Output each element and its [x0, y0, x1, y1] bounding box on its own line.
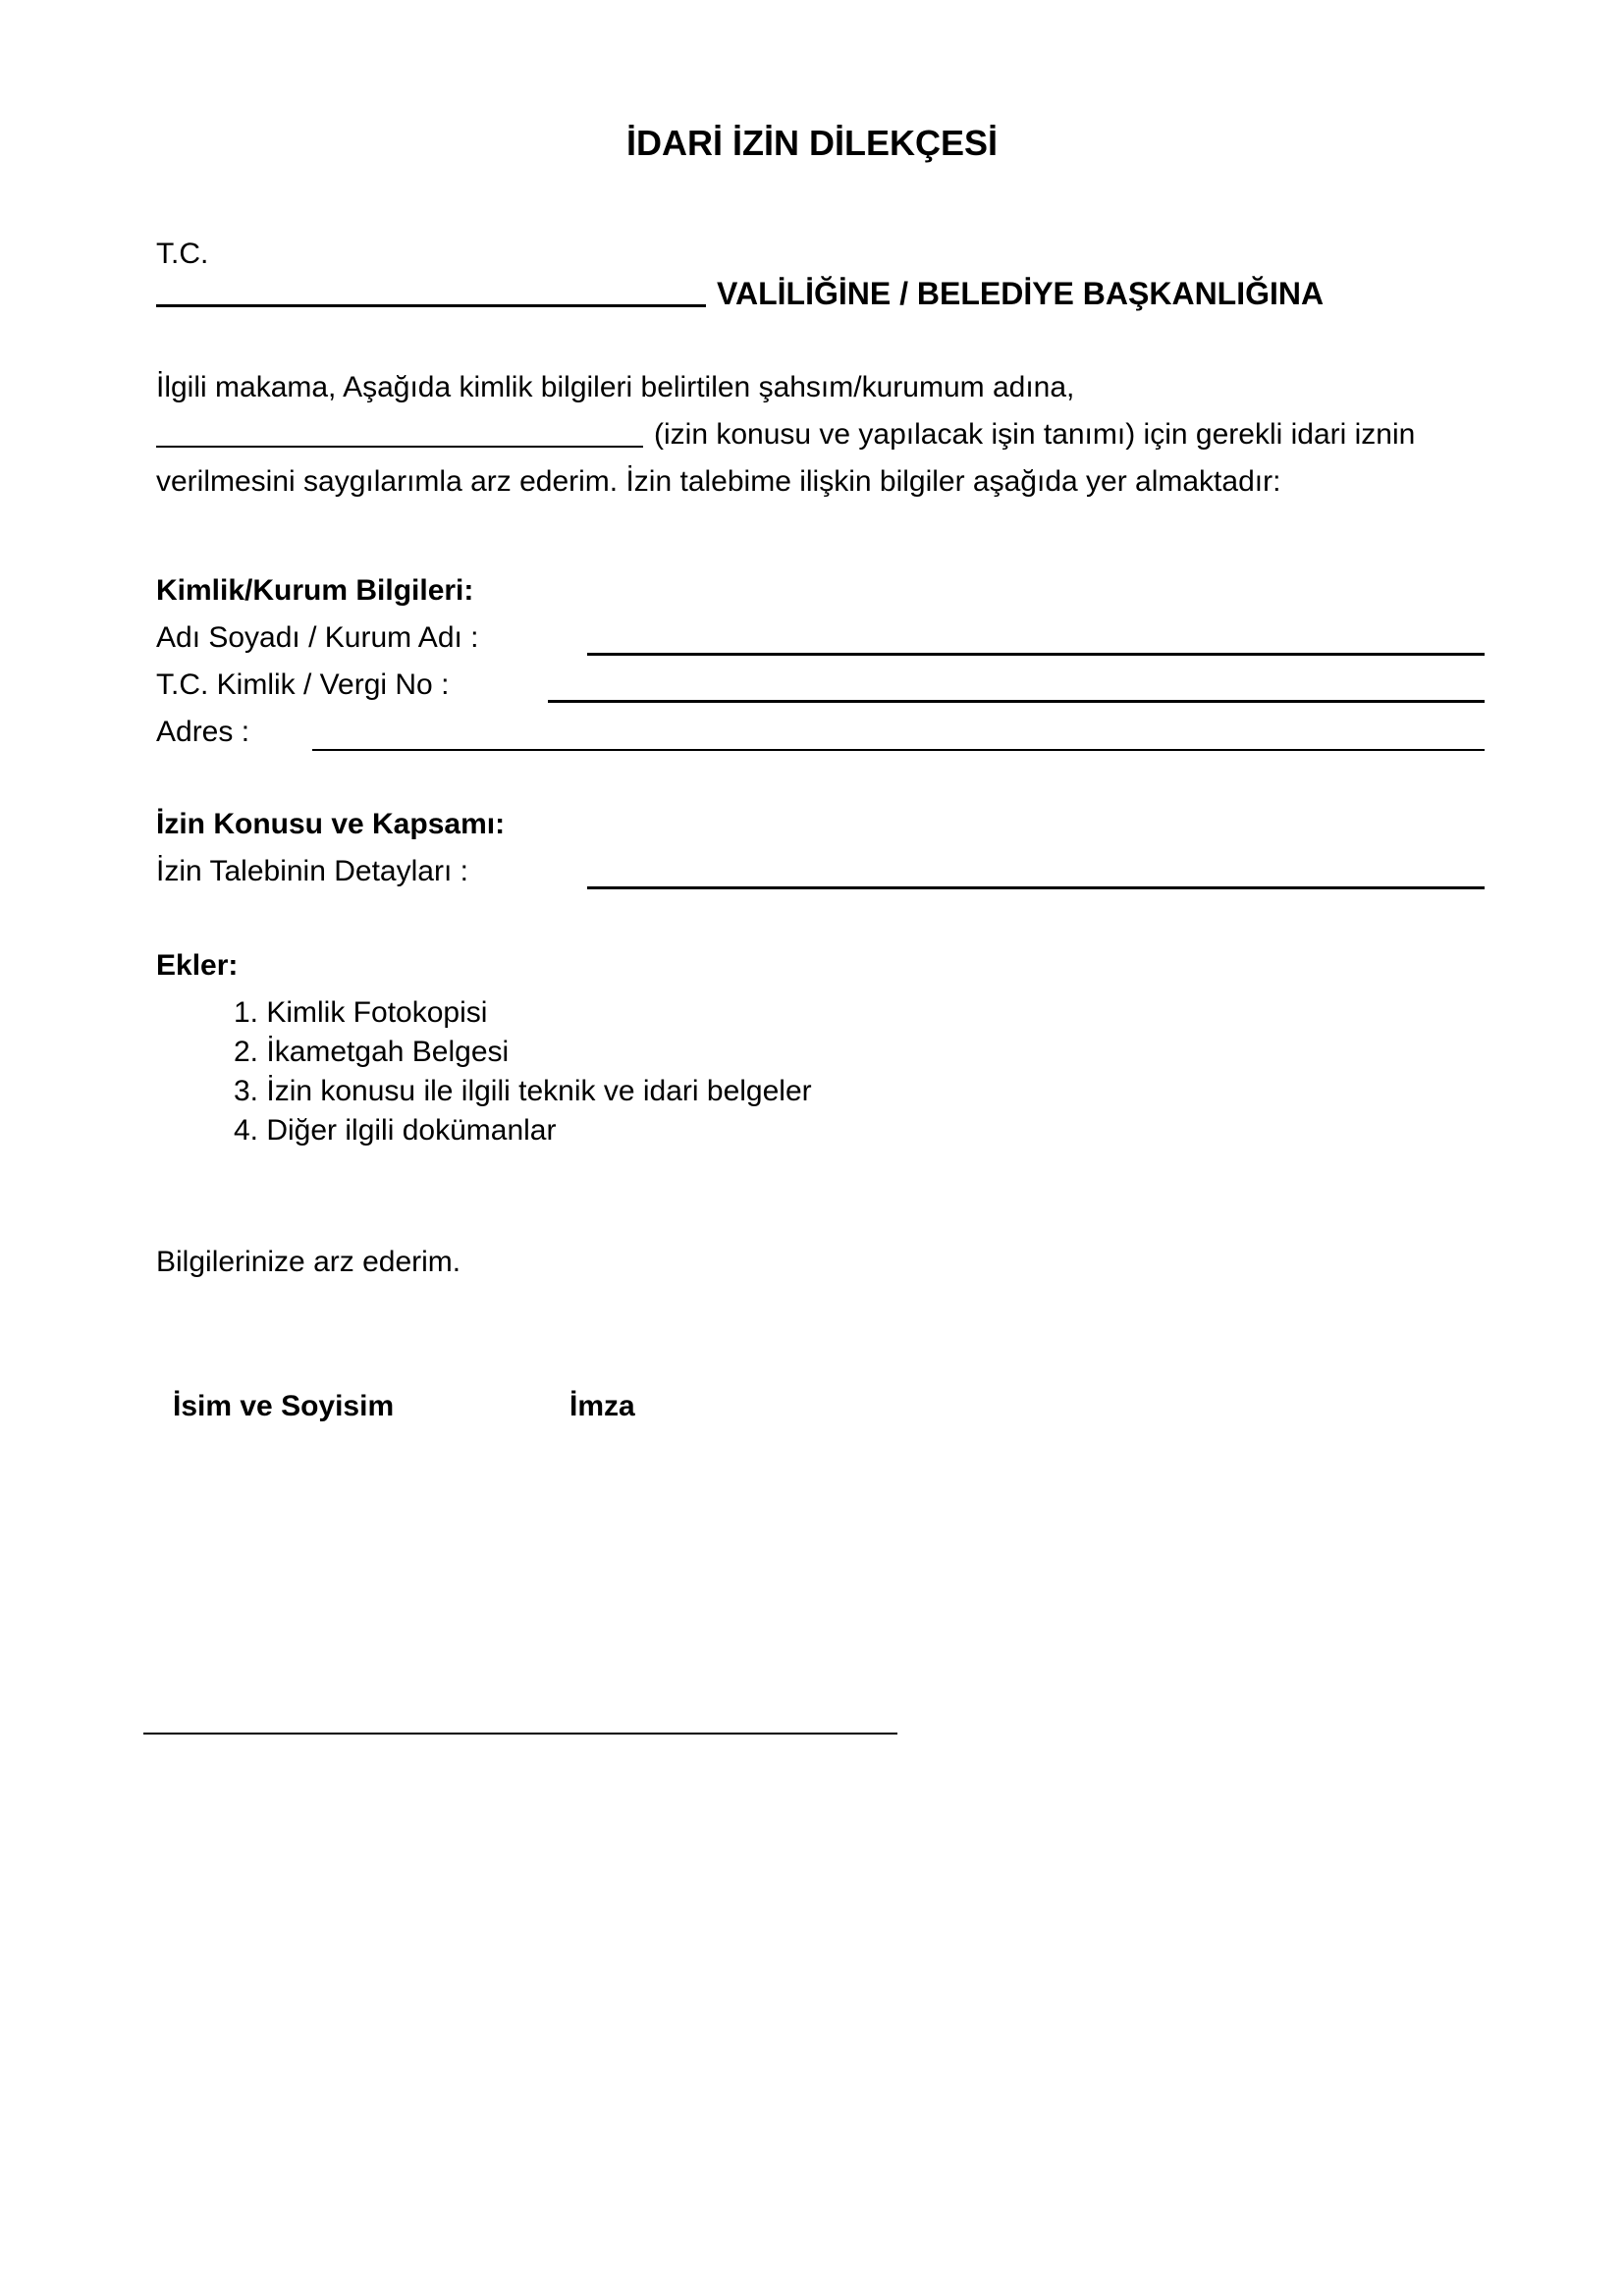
- intro-line-2: (izin konusu ve yapılacak işin tanımı) için gerekli idari iznin: [654, 418, 1416, 451]
- identity-heading: Kimlik/Kurum Bilgileri:: [156, 574, 474, 607]
- permit-details-field-line[interactable]: [587, 886, 1485, 889]
- closing-text: Bilgilerinize arz ederim.: [156, 1246, 461, 1278]
- name-field-line[interactable]: [587, 653, 1485, 656]
- authority-suffix: VALİLİĞİNE / BELEDİYE BAŞKANLIĞINA: [717, 276, 1325, 311]
- document-title: İDARİ İZİN DİLEKÇESİ: [625, 123, 999, 163]
- permit-details-label: İzin Talebinin Detayları :: [156, 855, 468, 887]
- attachment-item: 2. İkametgah Belgesi: [234, 1036, 510, 1068]
- attachment-item: 4. Diğer ilgili dokümanlar: [234, 1114, 557, 1147]
- intro-line-3: verilmesini saygılarımla arz ederim. İzin talebime ilişkin bilgiler aşağıda yer almaktadır:: [156, 465, 1281, 498]
- permit-heading: İzin Konusu ve Kapsamı:: [156, 808, 506, 840]
- name-label: Adı Soyadı / Kurum Adı :: [156, 621, 479, 654]
- attachment-item: 1. Kimlik Fotokopisi: [234, 996, 488, 1029]
- signature-name-label: İsim ve Soyisim: [173, 1390, 395, 1422]
- address-label: Adres :: [156, 716, 250, 748]
- attachment-item: 3. İzin konusu ile ilgili teknik ve idari belgeler: [234, 1075, 812, 1107]
- header-tc: T.C.: [156, 238, 209, 270]
- permit-topic-blank-line[interactable]: [156, 446, 643, 448]
- attachments-heading: Ekler:: [156, 949, 239, 982]
- intro-line-1: İlgili makama, Aşağıda kimlik bilgileri belirtilen şahsım/kurumum adına,: [156, 371, 1075, 403]
- signature-line[interactable]: [143, 1733, 897, 1735]
- id-number-field-line[interactable]: [548, 700, 1485, 703]
- id-number-label: T.C. Kimlik / Vergi No :: [156, 668, 450, 701]
- authority-blank-line[interactable]: [156, 304, 706, 307]
- signature-label: İmza: [569, 1390, 635, 1422]
- address-field-line[interactable]: [312, 749, 1485, 751]
